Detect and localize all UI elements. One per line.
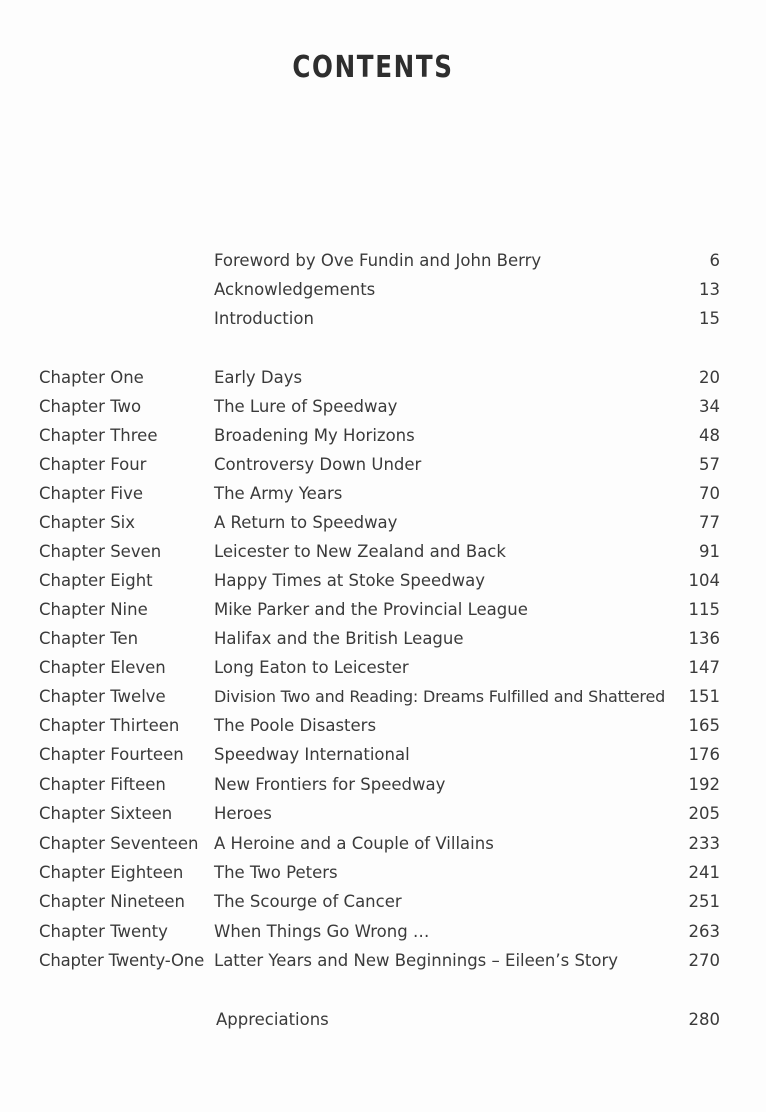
chapter-title: A Heroine and a Couple of Villains bbox=[214, 834, 494, 853]
chapter-title: New Frontiers for Speedway bbox=[214, 775, 446, 794]
chapter-page: 34 bbox=[699, 397, 720, 416]
toc-chapter-row bbox=[0, 509, 766, 537]
toc-entry-foreword bbox=[0, 247, 766, 275]
chapter-number: Chapter Eleven bbox=[39, 658, 166, 677]
chapter-title: Happy Times at Stoke Speedway bbox=[214, 571, 486, 590]
toc-chapter-row bbox=[0, 364, 766, 392]
chapter-page: 20 bbox=[699, 368, 720, 387]
chapter-page: 48 bbox=[699, 426, 720, 445]
chapter-title: When Things Go Wrong … bbox=[214, 922, 430, 941]
chapter-number: Chapter Thirteen bbox=[39, 716, 180, 735]
chapter-number: Chapter Nineteen bbox=[39, 892, 185, 911]
chapter-title: Heroes bbox=[214, 804, 272, 823]
toc-chapter-row bbox=[0, 625, 766, 653]
toc-chapter-row bbox=[0, 741, 766, 769]
toc-chapter-row bbox=[0, 683, 766, 711]
chapter-number: Chapter One bbox=[39, 368, 144, 387]
toc-entry-title: Foreword by Ove Fundin and John Berry bbox=[214, 251, 542, 270]
chapter-page: 192 bbox=[688, 775, 720, 794]
chapter-number: Chapter Eight bbox=[39, 571, 153, 590]
toc-entry-page: 6 bbox=[709, 251, 720, 270]
chapter-number: Chapter Six bbox=[39, 513, 136, 532]
toc-chapter-row bbox=[0, 480, 766, 508]
toc-chapter-row bbox=[0, 422, 766, 450]
toc-entry-page: 13 bbox=[699, 280, 720, 299]
chapter-number: Chapter Seven bbox=[39, 542, 162, 561]
chapter-number: Chapter Eighteen bbox=[39, 863, 184, 882]
chapter-title: Halifax and the British League bbox=[214, 629, 464, 648]
toc-entry-title: Appreciations bbox=[216, 1010, 329, 1029]
chapter-number: Chapter Sixteen bbox=[39, 804, 173, 823]
toc-entry-page: 15 bbox=[699, 309, 720, 328]
chapter-title: Mike Parker and the Provincial League bbox=[214, 600, 528, 619]
chapter-title: A Return to Speedway bbox=[214, 513, 398, 532]
toc-chapter-row bbox=[0, 888, 766, 916]
toc-chapter-row bbox=[0, 654, 766, 682]
chapter-page: 251 bbox=[688, 892, 720, 911]
toc-chapter-row bbox=[0, 596, 766, 624]
toc-entry-title: Introduction bbox=[214, 309, 314, 328]
toc-chapter-row bbox=[0, 393, 766, 421]
toc-chapter-row bbox=[0, 800, 766, 828]
toc-entry-appreciations bbox=[0, 1006, 766, 1034]
chapter-title: Leicester to New Zealand and Back bbox=[214, 542, 506, 561]
chapter-number: Chapter Seventeen bbox=[39, 834, 199, 853]
chapter-page: 70 bbox=[699, 484, 720, 503]
chapter-page: 57 bbox=[699, 455, 720, 474]
chapter-number: Chapter Two bbox=[39, 397, 142, 416]
chapter-title: Speedway International bbox=[214, 745, 410, 764]
chapter-title: The Scourge of Cancer bbox=[214, 892, 402, 911]
chapter-title: The Poole Disasters bbox=[214, 716, 377, 735]
chapter-title: Long Eaton to Leicester bbox=[214, 658, 409, 677]
chapter-page: 176 bbox=[688, 745, 720, 764]
chapter-title: Early Days bbox=[214, 368, 303, 387]
chapter-page: 147 bbox=[688, 658, 720, 677]
chapter-page: 91 bbox=[699, 542, 720, 561]
chapter-page: 165 bbox=[688, 716, 720, 735]
chapter-number: Chapter Twelve bbox=[39, 687, 166, 706]
page-title: CONTENTS bbox=[292, 50, 454, 85]
toc-chapter-row bbox=[0, 859, 766, 887]
toc-chapter-row bbox=[0, 947, 766, 975]
chapter-page: 233 bbox=[688, 834, 720, 853]
chapter-number: Chapter Nine bbox=[39, 600, 148, 619]
toc-chapter-row bbox=[0, 771, 766, 799]
chapter-page: 205 bbox=[688, 804, 720, 823]
chapter-number: Chapter Four bbox=[39, 455, 147, 474]
toc-chapter-row bbox=[0, 538, 766, 566]
chapter-title: The Lure of Speedway bbox=[214, 397, 398, 416]
chapter-page: 270 bbox=[688, 951, 720, 970]
toc-chapter-row bbox=[0, 830, 766, 858]
chapter-page: 104 bbox=[688, 571, 720, 590]
chapter-number: Chapter Fourteen bbox=[39, 745, 184, 764]
toc-entry-page: 280 bbox=[688, 1010, 720, 1029]
toc-entry-introduction bbox=[0, 305, 766, 333]
chapter-page: 77 bbox=[699, 513, 720, 532]
chapter-page: 151 bbox=[688, 687, 720, 706]
chapter-title: Division Two and Reading: Dreams Fulfilled and Shattered bbox=[214, 687, 666, 706]
chapter-title: Controversy Down Under bbox=[214, 455, 422, 474]
chapter-title: The Two Peters bbox=[214, 863, 338, 882]
chapter-number: Chapter Five bbox=[39, 484, 144, 503]
chapter-number: Chapter Fifteen bbox=[39, 775, 166, 794]
toc-chapter-row bbox=[0, 567, 766, 595]
chapter-title: Latter Years and New Beginnings – Eileen’s Story bbox=[214, 951, 619, 970]
chapter-number: Chapter Twenty bbox=[39, 922, 168, 941]
chapter-number: Chapter Three bbox=[39, 426, 158, 445]
chapter-title: The Army Years bbox=[214, 484, 343, 503]
chapter-number: Chapter Twenty-One bbox=[39, 951, 205, 970]
chapter-page: 136 bbox=[688, 629, 720, 648]
chapter-page: 115 bbox=[688, 600, 720, 619]
chapter-page: 263 bbox=[688, 922, 720, 941]
toc-entry-title: Acknowledgements bbox=[214, 280, 376, 299]
chapter-number: Chapter Ten bbox=[39, 629, 139, 648]
toc-chapter-row bbox=[0, 712, 766, 740]
chapter-page: 241 bbox=[688, 863, 720, 882]
toc-entry-acknowledgements bbox=[0, 276, 766, 304]
toc-chapter-row bbox=[0, 451, 766, 479]
chapter-title: Broadening My Horizons bbox=[214, 426, 415, 445]
toc-chapter-row bbox=[0, 918, 766, 946]
